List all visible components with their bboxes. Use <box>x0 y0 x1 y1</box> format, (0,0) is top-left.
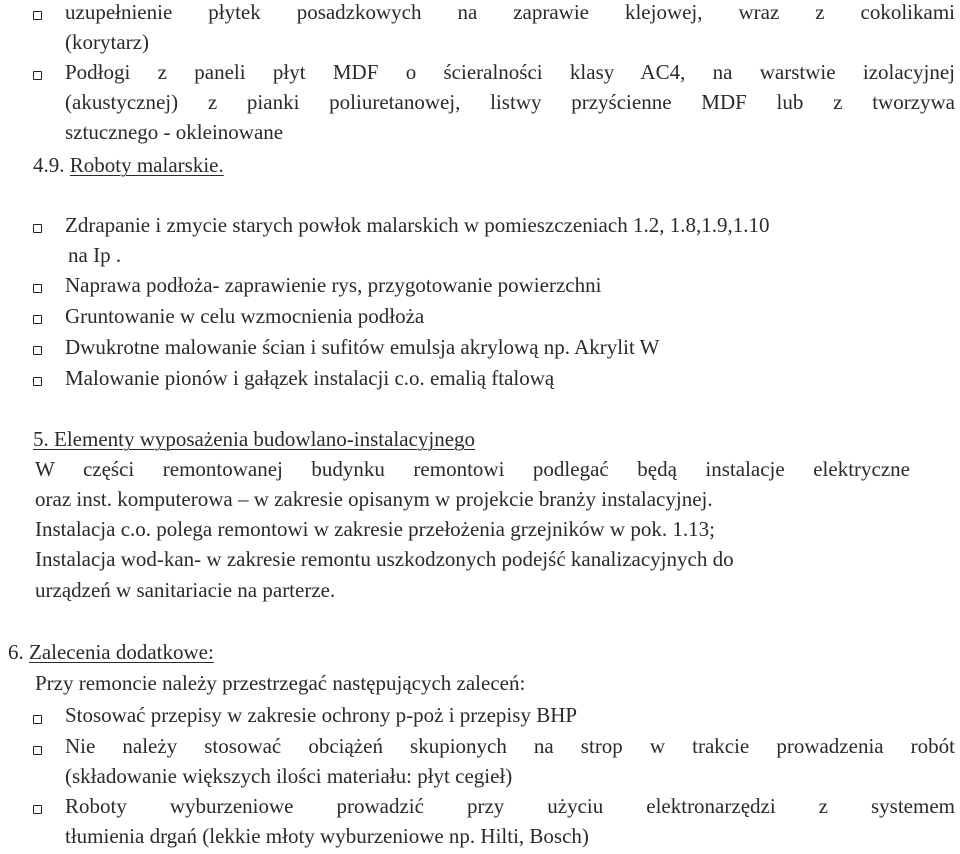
paragraph-line: urządzeń w sanitariacie na parterze. <box>35 578 336 602</box>
list-item-line: Podłogi z paneli płyt MDF o ścieralności klasy AC4, na warstwie izolacyjnej <box>65 60 955 84</box>
checkbox-bullet-icon <box>33 284 42 293</box>
section-heading-4-9 <box>33 150 224 180</box>
section-number: 6. <box>8 640 24 664</box>
checkbox-bullet-icon <box>33 746 42 755</box>
paragraph-line: Instalacja c.o. polega remontowi w zakresie przełożenia grzejników w pok. 1.13; <box>35 517 715 541</box>
section-6-intro: Przy remoncie należy przestrzegać następujących zaleceń: <box>35 671 526 695</box>
list-item-line: Dwukrotne malowanie ścian i sufitów emulsja akrylową np. Akrylit W <box>65 335 660 359</box>
list-item-line: tłumienia drgań (lekkie młoty wyburzeniowe np. Hilti, Bosch) <box>65 824 589 848</box>
checkbox-bullet-icon <box>33 71 42 80</box>
checkbox-bullet-icon <box>33 11 42 20</box>
list-item-line: Stosować przepisy w zakresie ochrony p-poż i przepisy BHP <box>65 703 578 727</box>
section-heading-5: 5. Elementy wyposażenia budowlano-instalacyjnego <box>33 427 476 451</box>
list-item-line: Naprawa podłoża- zaprawienie rys, przygotowanie powierzchni <box>65 273 602 297</box>
section-title: Zalecenia dodatkowe: <box>29 640 214 664</box>
checkbox-bullet-icon <box>33 224 42 233</box>
checkbox-bullet-icon <box>33 315 42 324</box>
list-item-line: Nie należy stosować obciążeń skupionych na strop w trakcie prowadzenia robót <box>65 734 955 758</box>
checkbox-bullet-icon <box>33 715 42 724</box>
list-item-line: Malowanie pionów i gałązek instalacji c.o. emalią ftalową <box>65 366 555 390</box>
checkbox-bullet-icon <box>33 377 42 386</box>
section-heading-6 <box>8 637 214 667</box>
list-item-line: (korytarz) <box>65 30 149 54</box>
list-item-line: Roboty wyburzeniowe prowadzić przy użyciu elektronarzędzi z systemem <box>65 794 955 818</box>
paragraph-line: W części remontowanej budynku remontowi podlegać będą instalacje elektryczne <box>35 457 910 481</box>
list-item-line: Gruntowanie w celu wzmocnienia podłoża <box>65 304 425 328</box>
list-item-line: sztucznego - okleinowane <box>65 120 284 144</box>
list-item-line: (składowanie większych ilości materiału: płyt cegieł) <box>65 764 513 788</box>
checkbox-bullet-icon <box>33 805 42 814</box>
checkbox-bullet-icon <box>33 346 42 355</box>
paragraph-line: Instalacja wod-kan- w zakresie remontu uszkodzonych podejść kanalizacyjnych do <box>35 547 734 571</box>
list-item-line: na Ip . <box>68 243 122 267</box>
list-item-line: uzupełnienie płytek posadzkowych na zaprawie klejowej, wraz z cokolikami <box>65 0 955 24</box>
paragraph-line: oraz inst. komputerowa – w zakresie opisanym w projekcie branży instalacyjnej. <box>35 487 713 511</box>
section-title: Roboty malarskie. <box>69 153 224 177</box>
section-number: 4.9. <box>33 153 65 177</box>
list-item-line: (akustycznej) z pianki poliuretanowej, listwy przyścienne MDF lub z tworzywa <box>65 90 955 114</box>
list-item-line: Zdrapanie i zmycie starych powłok malarskich w pomieszczeniach 1.2, 1.8,1.9,1.10 <box>65 213 770 237</box>
